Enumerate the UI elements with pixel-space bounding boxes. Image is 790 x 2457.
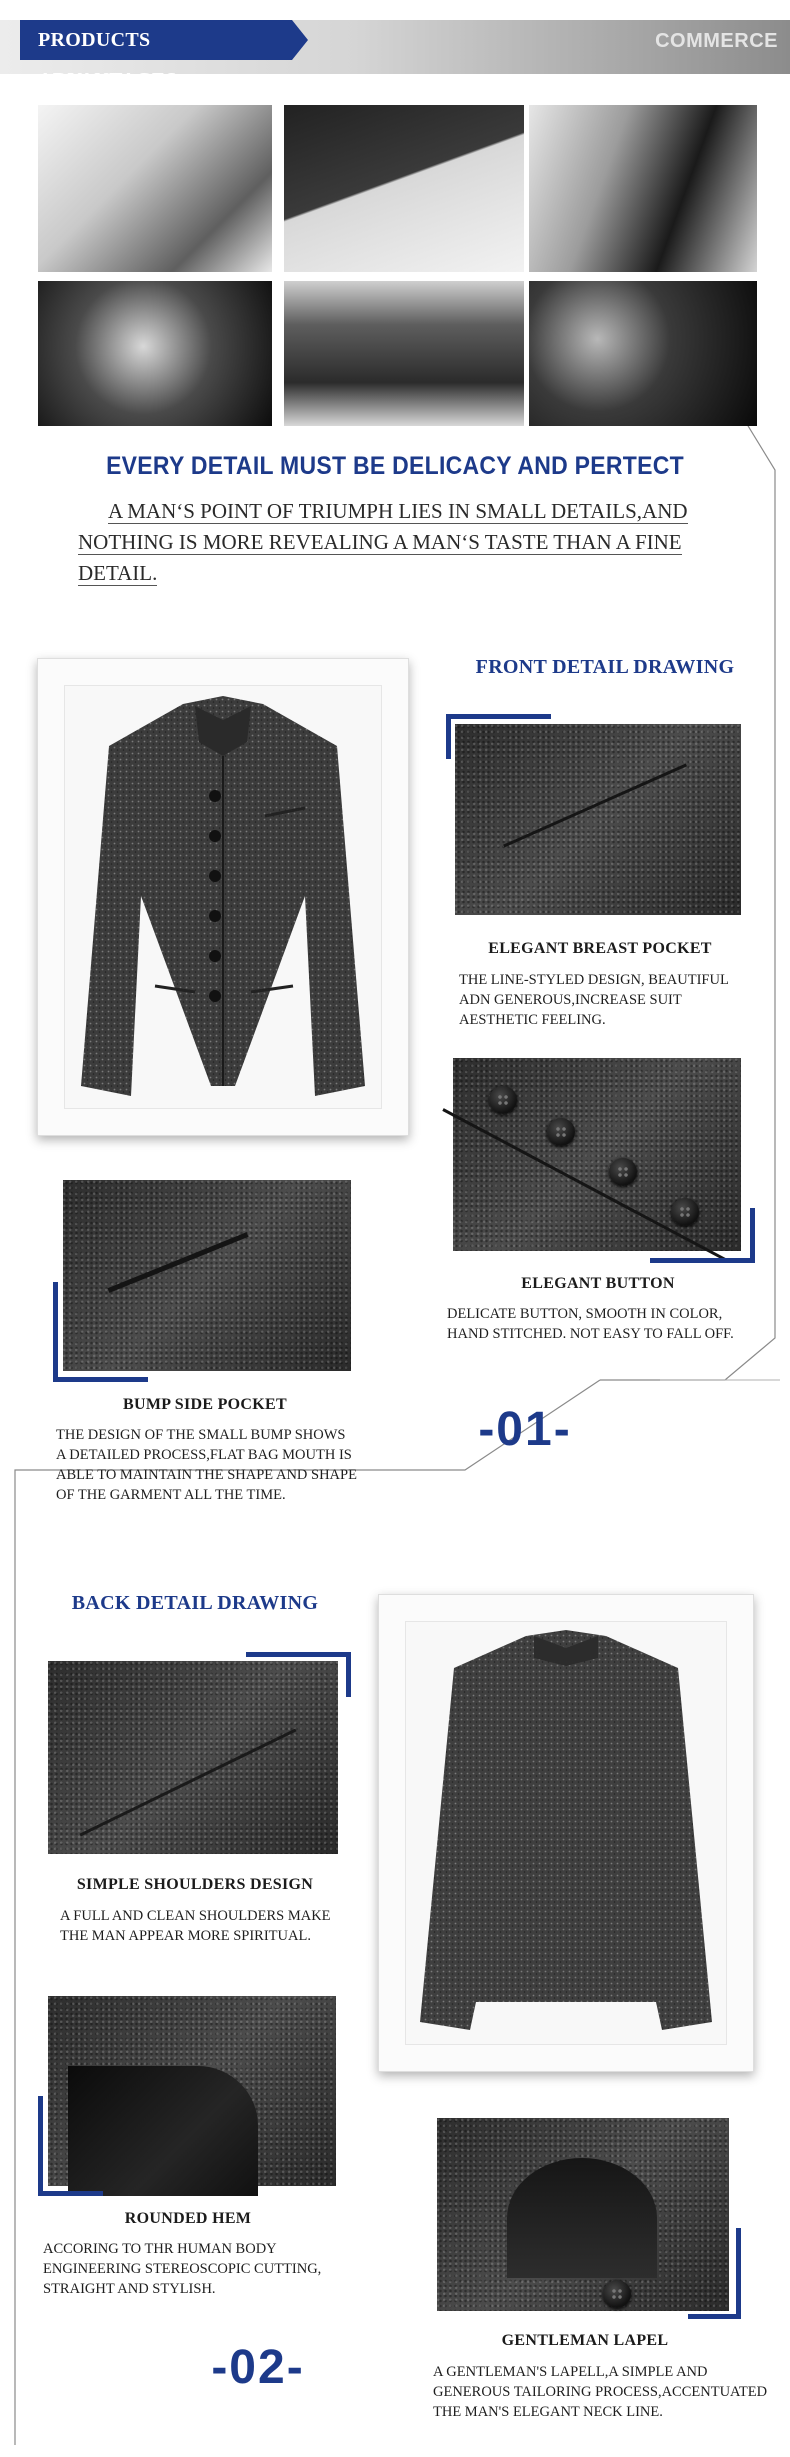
button-2 [547, 1118, 575, 1146]
photo-basting-stitches [284, 105, 524, 272]
intro-title: EVERY DETAIL MUST BE DELICACY AND PERTECT [106, 452, 684, 480]
front-detail-heading: FRONT DETAIL DRAWING [475, 656, 735, 678]
intro-line-2: NOTHING IS MORE REVEALING A MAN‘S TASTE THAN A FINE [78, 530, 682, 554]
intro-text [78, 496, 728, 589]
intro-line-3: DETAIL. [78, 561, 158, 585]
back-section-number: -02- [211, 2341, 305, 2394]
front-section-number: -01- [478, 1403, 572, 1456]
back-detail-heading: BACK DETAIL DRAWING [71, 1592, 319, 1614]
button-3 [609, 1158, 637, 1186]
shoulders-image [48, 1661, 338, 1854]
breast-pocket-welt [503, 763, 687, 847]
hem-title: ROUNDED HEM [124, 2210, 252, 2227]
breast-pocket-image [455, 724, 741, 915]
intro-line-1: A MAN‘S POINT OF TRIUMPH LIES IN SMALL DETAILS,AND [108, 499, 688, 523]
photo-tailor-measuring [529, 105, 757, 272]
button-1 [489, 1086, 517, 1114]
shoulders-desc: A FULL AND CLEAN SHOULDERS MAKE THE MAN APPEAR MORE SPIRITUAL. [60, 1908, 331, 1944]
button-title: ELEGANT BUTTON [521, 1275, 675, 1292]
photo-tailor-working [529, 281, 757, 426]
section-badge: PRODUCTS ADVANTAGES [20, 20, 292, 60]
shoulder-seam [79, 1729, 296, 1837]
lapel-desc: A GENTLEMAN'S LAPELL,A SIMPLE AND GENEROUS TAILORING PROCESS,ACCENTUATED THE MAN'S ELEGANT NECK LINE. [433, 2364, 768, 2420]
shoulders-title: SIMPLE SHOULDERS DESIGN [76, 1876, 314, 1893]
side-pocket-accent [53, 1282, 148, 1382]
breast-pocket-title: ELEGANT BREAST POCKET [488, 940, 712, 957]
breast-pocket-desc: THE LINE-STYLED DESIGN, BEAUTIFUL ADN GENEROUS,INCREASE SUIT AESTHETIC FEELING. [459, 972, 729, 1028]
front-jacket-backdrop [64, 685, 382, 1109]
button-accent [650, 1208, 755, 1263]
header-right-label: COMMERCE [655, 30, 778, 52]
hem-desc: ACCORING TO THR HUMAN BODY ENGINEERING STEREOSCOPIC CUTTING, STRAIGHT AND STYLISH. [43, 2241, 322, 2297]
side-pocket-title: BUMP SIDE POCKET [123, 1396, 287, 1413]
photo-suit-display [284, 281, 524, 426]
back-jacket-backdrop [405, 1621, 727, 2045]
back-jacket-drawing [406, 1622, 726, 2044]
front-jacket-drawing [65, 686, 381, 1108]
hem-accent [38, 2096, 103, 2196]
lapel-image [437, 2118, 729, 2311]
back-jacket-image [378, 1594, 754, 2072]
lapel-button [603, 2280, 631, 2308]
lapel-collar [507, 2158, 657, 2278]
lapel-title: GENTLEMAN LAPEL [501, 2332, 669, 2349]
photo-pattern-cutting [38, 105, 272, 272]
photo-sewing-machine [38, 281, 272, 426]
side-pocket-desc: THE DESIGN OF THE SMALL BUMP SHOWS A DETAILED PROCESS,FLAT BAG MOUTH IS ABLE TO MAINTAIN THE SHAPE AND SHAPE OF THE GARMENT ALL THE TIME. [56, 1427, 357, 1503]
front-jacket-image [37, 658, 409, 1136]
lapel-accent [688, 2228, 741, 2319]
button-desc: DELICATE BUTTON, SMOOTH IN COLOR, HAND STITCHED. NOT EASY TO FALL OFF. [447, 1306, 734, 1342]
